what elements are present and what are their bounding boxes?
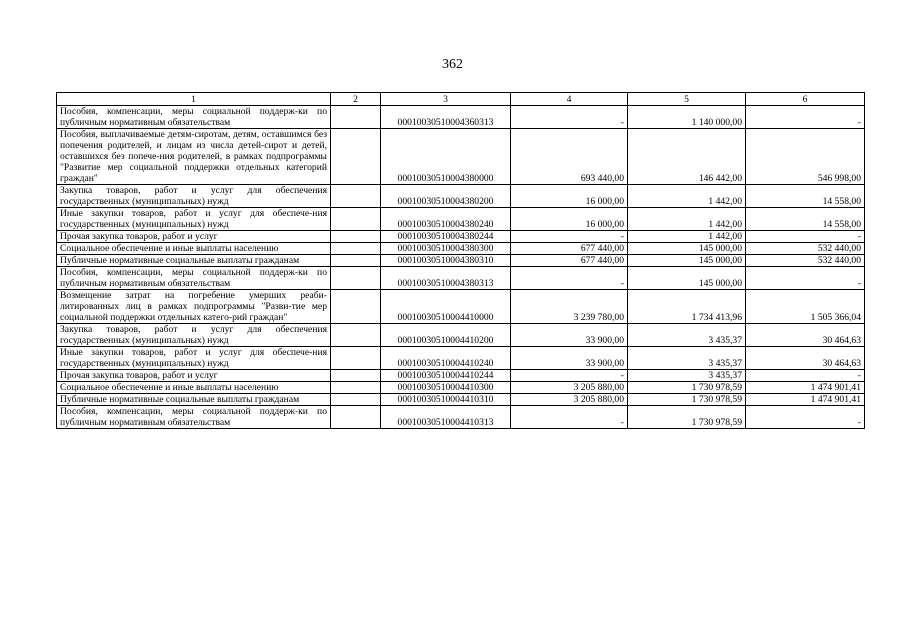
row-col-5: 1 442,00 — [628, 208, 746, 231]
row-code: 00010030510004410000 — [381, 290, 511, 324]
row-col-2 — [331, 255, 381, 267]
row-col-2 — [331, 243, 381, 255]
row-col-6: 30 464,63 — [746, 324, 865, 347]
header-col-6: 6 — [746, 93, 865, 106]
row-code: 00010030510004360313 — [381, 106, 511, 129]
table-header — [57, 93, 865, 106]
row-col-4: 693 440,00 — [511, 129, 628, 185]
row-code: 00010030510004380000 — [381, 129, 511, 185]
row-name: Иные закупки товаров, работ и услуг для обеспече-ния государственных (муниципальных) нужд — [57, 347, 331, 370]
row-col-2 — [331, 290, 381, 324]
row-col-5: 1 442,00 — [628, 185, 746, 208]
table-row — [57, 129, 865, 185]
row-code: 00010030510004410244 — [381, 370, 511, 382]
row-code: 00010030510004380240 — [381, 208, 511, 231]
row-col-5: 1 734 413,96 — [628, 290, 746, 324]
row-code: 00010030510004410300 — [381, 382, 511, 394]
table-row — [57, 267, 865, 290]
row-code: 00010030510004380244 — [381, 231, 511, 243]
row-col-2 — [331, 382, 381, 394]
row-name: Публичные нормативные социальные выплаты гражданам — [57, 394, 331, 406]
row-col-6: 1 474 901,41 — [746, 382, 865, 394]
row-col-5: 1 140 000,00 — [628, 106, 746, 129]
row-name: Социальное обеспечение и иные выплаты населению — [57, 382, 331, 394]
table-row — [57, 106, 865, 129]
row-col-6: 532 440,00 — [746, 255, 865, 267]
row-col-6: - — [746, 267, 865, 290]
row-col-5: 145 000,00 — [628, 267, 746, 290]
row-col-4: - — [511, 267, 628, 290]
row-col-2 — [331, 129, 381, 185]
row-code: 00010030510004380200 — [381, 185, 511, 208]
row-code: 00010030510004410313 — [381, 406, 511, 429]
row-col-4: 3 239 780,00 — [511, 290, 628, 324]
row-col-2 — [331, 347, 381, 370]
row-name: Возмещение затрат на погребение умерших реаби-литированных лиц в рамках подпрограммы "Разви-тие мер социальной поддержки отдельных катего-рий граждан" — [57, 290, 331, 324]
header-col-5: 5 — [628, 93, 746, 106]
row-col-4: 3 205 880,00 — [511, 394, 628, 406]
row-name: Пособия, выплачиваемые детям-сиротам, детям, оставшимся без попечения родителей, и лицам из числа детей-сирот и детей, оставшихся без попече-ния родителей, в рамках подпрограммы "Развитие мер социальной поддержки отдельных категорий граждан" — [57, 129, 331, 185]
table-row — [57, 231, 865, 243]
row-col-5: 145 000,00 — [628, 255, 746, 267]
row-col-2 — [331, 324, 381, 347]
row-col-6: 532 440,00 — [746, 243, 865, 255]
row-code: 00010030510004380300 — [381, 243, 511, 255]
table-row — [57, 243, 865, 255]
row-name: Пособия, компенсации, меры социальной поддерж-ки по публичным нормативным обязательствам — [57, 106, 331, 129]
row-col-6: - — [746, 231, 865, 243]
row-code: 00010030510004410240 — [381, 347, 511, 370]
row-col-4: - — [511, 370, 628, 382]
row-col-5: 1 730 978,59 — [628, 406, 746, 429]
row-col-2 — [331, 231, 381, 243]
header-col-3: 3 — [381, 93, 511, 106]
page-number: 362 — [442, 57, 463, 72]
table-row — [57, 208, 865, 231]
row-code: 00010030510004380313 — [381, 267, 511, 290]
row-name: Закупка товаров, работ и услуг для обеспечения государственных (муниципальных) нужд — [57, 185, 331, 208]
header-row — [57, 93, 865, 106]
row-col-2 — [331, 394, 381, 406]
row-col-2 — [331, 185, 381, 208]
table-row — [57, 185, 865, 208]
row-col-6: 1 474 901,41 — [746, 394, 865, 406]
row-col-4: 677 440,00 — [511, 255, 628, 267]
row-name: Прочая закупка товаров, работ и услуг — [57, 231, 331, 243]
row-name: Пособия, компенсации, меры социальной поддерж-ки по публичным нормативным обязательствам — [57, 406, 331, 429]
header-col-1: 1 — [57, 93, 331, 106]
row-col-4: - — [511, 106, 628, 129]
row-col-5: 1 442,00 — [628, 231, 746, 243]
row-col-4: 16 000,00 — [511, 208, 628, 231]
row-col-4: 33 900,00 — [511, 347, 628, 370]
table-row — [57, 394, 865, 406]
row-col-5: 3 435,37 — [628, 347, 746, 370]
row-name: Закупка товаров, работ и услуг для обеспечения государственных (муниципальных) нужд — [57, 324, 331, 347]
row-col-6: 30 464,63 — [746, 347, 865, 370]
row-col-6: 1 505 366,04 — [746, 290, 865, 324]
row-col-5: 3 435,37 — [628, 324, 746, 347]
table-row — [57, 290, 865, 324]
row-col-5: 146 442,00 — [628, 129, 746, 185]
table-row — [57, 347, 865, 370]
row-name: Публичные нормативные социальные выплаты гражданам — [57, 255, 331, 267]
row-name: Прочая закупка товаров, работ и услуг — [57, 370, 331, 382]
row-col-6: - — [746, 406, 865, 429]
row-col-4: - — [511, 406, 628, 429]
row-code: 00010030510004410310 — [381, 394, 511, 406]
table-row — [57, 406, 865, 429]
row-col-6: 546 998,00 — [746, 129, 865, 185]
row-col-2 — [331, 406, 381, 429]
row-col-5: 3 435,37 — [628, 370, 746, 382]
row-name: Пособия, компенсации, меры социальной поддерж-ки по публичным нормативным обязательствам — [57, 267, 331, 290]
row-col-6: - — [746, 106, 865, 129]
table-row — [57, 255, 865, 267]
row-col-2 — [331, 370, 381, 382]
row-col-4: - — [511, 231, 628, 243]
row-code: 00010030510004380310 — [381, 255, 511, 267]
header-col-4: 4 — [511, 93, 628, 106]
row-col-4: 677 440,00 — [511, 243, 628, 255]
row-col-5: 145 000,00 — [628, 243, 746, 255]
header-col-2: 2 — [331, 93, 381, 106]
row-col-4: 3 205 880,00 — [511, 382, 628, 394]
row-col-6: 14 558,00 — [746, 208, 865, 231]
row-name: Социальное обеспечение и иные выплаты населению — [57, 243, 331, 255]
row-col-2 — [331, 106, 381, 129]
row-name: Иные закупки товаров, работ и услуг для обеспече-ния государственных (муниципальных) нужд — [57, 208, 331, 231]
table-row — [57, 382, 865, 394]
row-col-5: 1 730 978,59 — [628, 382, 746, 394]
budget-table — [56, 92, 865, 429]
row-col-6: - — [746, 370, 865, 382]
row-col-2 — [331, 208, 381, 231]
row-col-4: 16 000,00 — [511, 185, 628, 208]
table-row — [57, 370, 865, 382]
row-col-5: 1 730 978,59 — [628, 394, 746, 406]
table-row — [57, 324, 865, 347]
row-col-6: 14 558,00 — [746, 185, 865, 208]
table-body — [57, 106, 865, 429]
row-code: 00010030510004410200 — [381, 324, 511, 347]
row-col-2 — [331, 267, 381, 290]
row-col-4: 33 900,00 — [511, 324, 628, 347]
